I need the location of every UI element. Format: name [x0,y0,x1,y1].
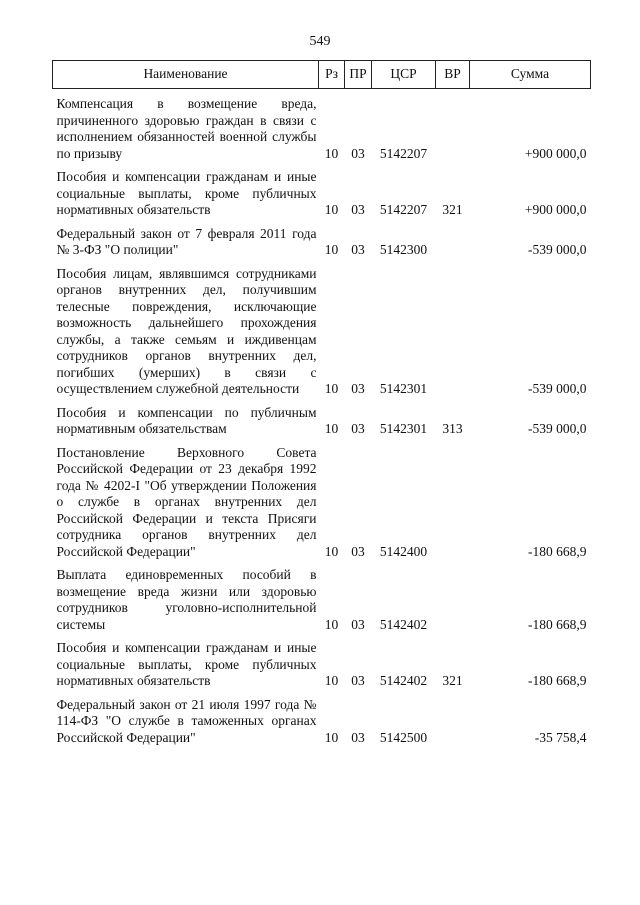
row-pr: 03 [351,616,365,632]
header-csr: ЦСР [372,61,436,89]
row-sum: -539 000,0 [528,381,587,396]
row-vr [436,89,470,163]
row-pr: 03 [351,673,365,688]
row-csr: 5142301 [379,421,428,436]
table-row [53,259,591,398]
row-rz: 10 [324,202,339,217]
row-name: Пособия и компенсации по публичным нормативным обязательствам [56,404,317,436]
row-sum: -35 758,4 [534,729,587,745]
table-row [53,438,591,561]
row-pr: 03 [351,543,365,559]
header-vr: ВР [436,61,470,89]
row-rz: 10 [324,381,339,396]
table-row [53,162,591,219]
table-row [53,398,591,438]
row-rz: 10 [324,616,339,632]
header-pr: ПР [345,61,372,89]
row-vr [436,560,470,633]
row-vr [436,259,470,398]
row-name: Федеральный закон от 7 февраля 2011 года № 3-ФЗ "О полиции" [56,225,317,257]
row-csr: 5142402 [379,616,428,632]
table-row [53,690,591,747]
row-rz: 10 [324,673,339,688]
row-csr: 5142402 [379,673,428,688]
page-number: 549 [309,34,331,49]
table-row [53,89,591,163]
row-name: Федеральный закон от 21 июля 1997 года № 114-ФЗ "О службе в таможенных органах Российской Федерации" [56,696,317,745]
row-sum: -180 668,9 [528,673,587,688]
row-vr: 321 [442,202,463,217]
row-csr: 5142301 [379,381,428,396]
row-sum: -539 000,0 [528,421,587,436]
header-sum: Сумма [470,61,591,89]
row-rz: 10 [324,242,339,257]
row-rz: 10 [324,729,339,745]
row-name: Постановление Верховного Совета Российской Федерации от 23 декабря 1992 года № 4202-I "Об утверждении Положения о службе в органах внутренних дел Российской Федерации и текста Присяги сотрудника органов внутренних дел Российской Федерации" [56,444,317,559]
row-pr: 03 [351,242,365,257]
row-rz: 10 [324,421,339,436]
row-sum: +900 000,0 [524,145,587,161]
row-csr: 5142207 [379,202,428,217]
row-pr: 03 [351,145,365,161]
row-csr: 5142500 [379,729,428,745]
row-pr: 03 [351,729,365,745]
table-row [53,560,591,633]
row-sum: +900 000,0 [524,202,587,217]
row-name: Компенсация в возмещение вреда, причиненного здоровью граждан в связи с исполнением обязанностей военной службы по призыву [56,96,317,161]
row-vr [436,219,470,259]
row-sum: -180 668,9 [528,543,587,559]
row-pr: 03 [351,421,365,436]
row-pr: 03 [351,381,365,396]
row-rz: 10 [324,543,339,559]
budget-table [52,60,591,746]
row-name: Пособия лицам, являвшимся сотрудниками органов внутренних дел, получившим телесные повреждения, исключающие возможность дальнейшего прохождения службы, а также семьям и иждивенцам сотрудников органов внутренних дел, погибших (умерших) в связи с осуществлением служебной деятельности [56,265,317,396]
row-vr [436,690,470,747]
row-csr: 5142400 [379,543,428,559]
table-header-row [53,61,591,89]
row-name: Пособия и компенсации гражданам и иные социальные выплаты, кроме публичных нормативных обязательств [56,640,317,688]
row-vr: 321 [442,673,463,688]
row-name: Пособия и компенсации гражданам и иные социальные выплаты, кроме публичных нормативных обязательств [56,169,317,217]
row-rz: 10 [324,145,339,161]
row-csr: 5142300 [379,242,428,257]
row-vr [436,438,470,561]
table-row [53,633,591,690]
row-csr: 5142207 [379,145,428,161]
row-sum: -539 000,0 [528,242,587,257]
row-sum: -180 668,9 [528,616,587,632]
header-name: Наименование [53,61,319,89]
table-row [53,219,591,259]
row-name: Выплата единовременных пособий в возмещение вреда жизни или здоровью сотрудников уголовно-исполнительной системы [56,567,317,632]
header-rz: Рз [319,61,345,89]
row-vr: 313 [442,421,463,436]
table-body [53,89,591,747]
row-pr: 03 [351,202,365,217]
